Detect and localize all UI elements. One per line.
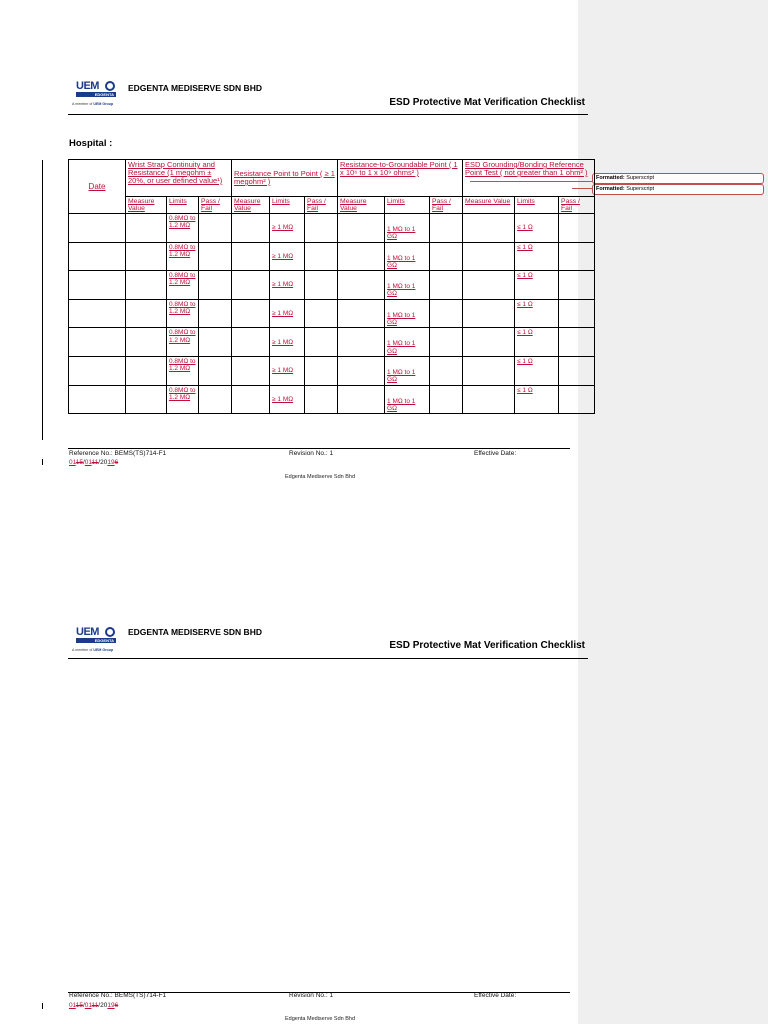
limits-cell: ≥ 1 MΩ [270, 214, 305, 243]
pass-fail-cell[interactable] [199, 356, 232, 385]
limits-cell: 1 MΩ to 1 GΩ [385, 328, 430, 357]
pass-fail-cell[interactable] [559, 214, 595, 243]
pass-fail-cell[interactable] [199, 299, 232, 328]
subheader-measure-value: Measure Value [126, 197, 167, 214]
limits-cell: 1 MΩ to 1 GΩ [385, 271, 430, 300]
table-row [69, 328, 595, 357]
date-cell[interactable] [69, 214, 126, 243]
limits-cell: ≤ 1 Ω [515, 328, 559, 357]
reference-number: Reference No.: BEMS(TS)714-F1 [69, 450, 167, 457]
group-header-point-to-point: Resistance Point to Point ( ≥ 1 megohm² ) [232, 160, 338, 197]
measure-value-cell[interactable] [338, 271, 385, 300]
measure-value-cell[interactable] [463, 356, 515, 385]
measure-value-cell[interactable] [126, 271, 167, 300]
measure-value-cell[interactable] [232, 328, 270, 357]
subheader-limits: Limits [385, 197, 430, 214]
table-row [69, 242, 595, 271]
pass-fail-cell[interactable] [430, 385, 463, 414]
pass-fail-cell[interactable] [430, 271, 463, 300]
table-row [69, 271, 595, 300]
pass-fail-cell[interactable] [199, 214, 232, 243]
date-header: Date [69, 160, 126, 214]
subheader-limits: Limits [270, 197, 305, 214]
measure-value-cell[interactable] [126, 214, 167, 243]
company-name: EDGENTA MEDISERVE SDN BHD [128, 83, 262, 93]
footer-rule [68, 448, 570, 449]
date-cell[interactable] [69, 299, 126, 328]
limits-cell: 0.8MΩ to 1.2 MΩ [167, 299, 199, 328]
pass-fail-cell[interactable] [559, 242, 595, 271]
uem-edgenta-logo: UEM EDGENTA A member of UEM Group [72, 80, 114, 106]
measure-value-cell[interactable] [338, 356, 385, 385]
pass-fail-cell[interactable] [305, 328, 338, 357]
revision-number: Revision No.: 1 [289, 992, 334, 999]
limits-cell: 1 MΩ to 1 GΩ [385, 299, 430, 328]
date-cell[interactable] [69, 328, 126, 357]
verification-table [68, 159, 595, 414]
pass-fail-cell[interactable] [559, 299, 595, 328]
table-header-row [69, 160, 595, 197]
measure-value-cell[interactable] [463, 271, 515, 300]
subheader-pass-fail: Pass / Fail [305, 197, 338, 214]
effective-date-value: 0115/0111/20196 [69, 1002, 119, 1009]
footer-company: Edgenta Mediserve Sdn Bhd [284, 474, 356, 480]
pass-fail-cell[interactable] [199, 242, 232, 271]
measure-value-cell[interactable] [232, 356, 270, 385]
company-name: EDGENTA MEDISERVE SDN BHD [128, 627, 262, 637]
table-body [69, 214, 595, 414]
header-rule [68, 658, 588, 659]
measure-value-cell[interactable] [338, 328, 385, 357]
limits-cell: 1 MΩ to 1 GΩ [385, 385, 430, 414]
limits-cell: 0.8MΩ to 1.2 MΩ [167, 328, 199, 357]
pass-fail-cell[interactable] [559, 328, 595, 357]
document-title: ESD Protective Mat Verification Checklist [389, 640, 585, 651]
effective-date-label: Effective Date: [474, 450, 517, 457]
pass-fail-cell[interactable] [559, 271, 595, 300]
hospital-label: Hospital : [69, 138, 113, 149]
measure-value-cell[interactable] [232, 214, 270, 243]
pass-fail-cell[interactable] [305, 299, 338, 328]
measure-value-cell[interactable] [232, 385, 270, 414]
pass-fail-cell[interactable] [430, 214, 463, 243]
pass-fail-cell[interactable] [305, 356, 338, 385]
document-page-2 [0, 512, 585, 1024]
limits-cell: ≤ 1 Ω [515, 356, 559, 385]
measure-value-cell[interactable] [338, 242, 385, 271]
table-row [69, 299, 595, 328]
comment-balloon[interactable]: Formatted: Superscript [592, 173, 764, 184]
date-cell[interactable] [69, 356, 126, 385]
pass-fail-cell[interactable] [199, 385, 232, 414]
limits-cell: ≥ 1 MΩ [270, 242, 305, 271]
limits-cell: ≤ 1 Ω [515, 299, 559, 328]
pass-fail-cell[interactable] [305, 385, 338, 414]
subheader-measure-value: Measure Value [338, 197, 385, 214]
pass-fail-cell[interactable] [559, 385, 595, 414]
limits-cell: 0.8MΩ to 1.2 MΩ [167, 385, 199, 414]
measure-value-cell[interactable] [126, 356, 167, 385]
effective-date-label: Effective Date: [474, 992, 517, 999]
limits-cell: ≤ 1 Ω [515, 214, 559, 243]
limits-cell: ≥ 1 MΩ [270, 356, 305, 385]
subheader-measure-value: Measure Value [463, 197, 515, 214]
reference-number: Reference No.: BEMS(TS)714-F1 [69, 992, 167, 999]
group-header-grounding: ESD Grounding/Bonding Reference Point Test ( not greater than 1 ohm² ) [463, 160, 595, 197]
pass-fail-cell[interactable] [199, 271, 232, 300]
pass-fail-cell[interactable] [430, 299, 463, 328]
limits-cell: ≤ 1 Ω [515, 385, 559, 414]
measure-value-cell[interactable] [126, 385, 167, 414]
footer-company: Edgenta Mediserve Sdn Bhd [284, 1016, 356, 1022]
pass-fail-cell[interactable] [430, 328, 463, 357]
measure-value-cell[interactable] [463, 242, 515, 271]
measure-value-cell[interactable] [232, 299, 270, 328]
group-header-groundable: Resistance-to-Groundable Point ( 1 x 10⁶ to 1 x 10⁹ ohms² ) [338, 160, 463, 197]
measure-value-cell[interactable] [126, 328, 167, 357]
measure-value-cell[interactable] [463, 214, 515, 243]
limits-cell: 0.8MΩ to 1.2 MΩ [167, 356, 199, 385]
comments-pane [578, 0, 768, 1024]
pass-fail-cell[interactable] [559, 356, 595, 385]
date-cell[interactable] [69, 385, 126, 414]
limits-cell: 1 MΩ to 1 GΩ [385, 214, 430, 243]
table-subheader-row [69, 197, 595, 214]
limits-cell: ≥ 1 MΩ [270, 299, 305, 328]
document-title: ESD Protective Mat Verification Checklist [389, 97, 585, 108]
limits-cell: ≤ 1 Ω [515, 242, 559, 271]
pass-fail-cell[interactable] [199, 328, 232, 357]
measure-value-cell[interactable] [338, 214, 385, 243]
limits-cell: 0.8MΩ to 1.2 MΩ [167, 271, 199, 300]
comment-balloon[interactable]: Formatted: Superscript [592, 184, 764, 195]
measure-value-cell[interactable] [232, 271, 270, 300]
date-cell[interactable] [69, 271, 126, 300]
revision-number: Revision No.: 1 [289, 450, 334, 457]
measure-value-cell[interactable] [463, 385, 515, 414]
subheader-limits: Limits [167, 197, 199, 214]
header-rule [68, 114, 588, 115]
pass-fail-cell[interactable] [305, 214, 338, 243]
limits-cell: ≥ 1 MΩ [270, 271, 305, 300]
subheader-measure-value: Measure Value [232, 197, 270, 214]
subheader-pass-fail: Pass / Fail [199, 197, 232, 214]
table-row [69, 214, 595, 243]
limits-cell: 0.8MΩ to 1.2 MΩ [167, 242, 199, 271]
subheader-limits: Limits [515, 197, 559, 214]
measure-value-cell[interactable] [463, 299, 515, 328]
measure-value-cell[interactable] [338, 299, 385, 328]
table-row [69, 385, 595, 414]
date-cell[interactable] [69, 242, 126, 271]
pass-fail-cell[interactable] [305, 242, 338, 271]
effective-date-value: 0115/0111/20196 [69, 459, 119, 466]
table-row [69, 356, 595, 385]
limits-cell: 1 MΩ to 1 GΩ [385, 356, 430, 385]
pass-fail-cell[interactable] [430, 356, 463, 385]
pass-fail-cell[interactable] [430, 242, 463, 271]
limits-cell: 1 MΩ to 1 GΩ [385, 242, 430, 271]
document-page-1 [0, 0, 588, 512]
pass-fail-cell[interactable] [305, 271, 338, 300]
measure-value-cell[interactable] [126, 242, 167, 271]
subheader-pass-fail: Pass / Fail [559, 197, 595, 214]
limits-cell: 0.8MΩ to 1.2 MΩ [167, 214, 199, 243]
subheader-pass-fail: Pass / Fail [430, 197, 463, 214]
group-header-wrist-strap: Wrist Strap Continuity and Resistance (1 megohm ± 20%, or user defined value¹) [126, 160, 232, 197]
measure-value-cell[interactable] [338, 385, 385, 414]
measure-value-cell[interactable] [126, 299, 167, 328]
uem-edgenta-logo: UEM EDGENTA A member of UEM Group [72, 626, 114, 652]
limits-cell: ≥ 1 MΩ [270, 328, 305, 357]
limits-cell: ≥ 1 MΩ [270, 385, 305, 414]
measure-value-cell[interactable] [232, 242, 270, 271]
measure-value-cell[interactable] [463, 328, 515, 357]
limits-cell: ≤ 1 Ω [515, 271, 559, 300]
